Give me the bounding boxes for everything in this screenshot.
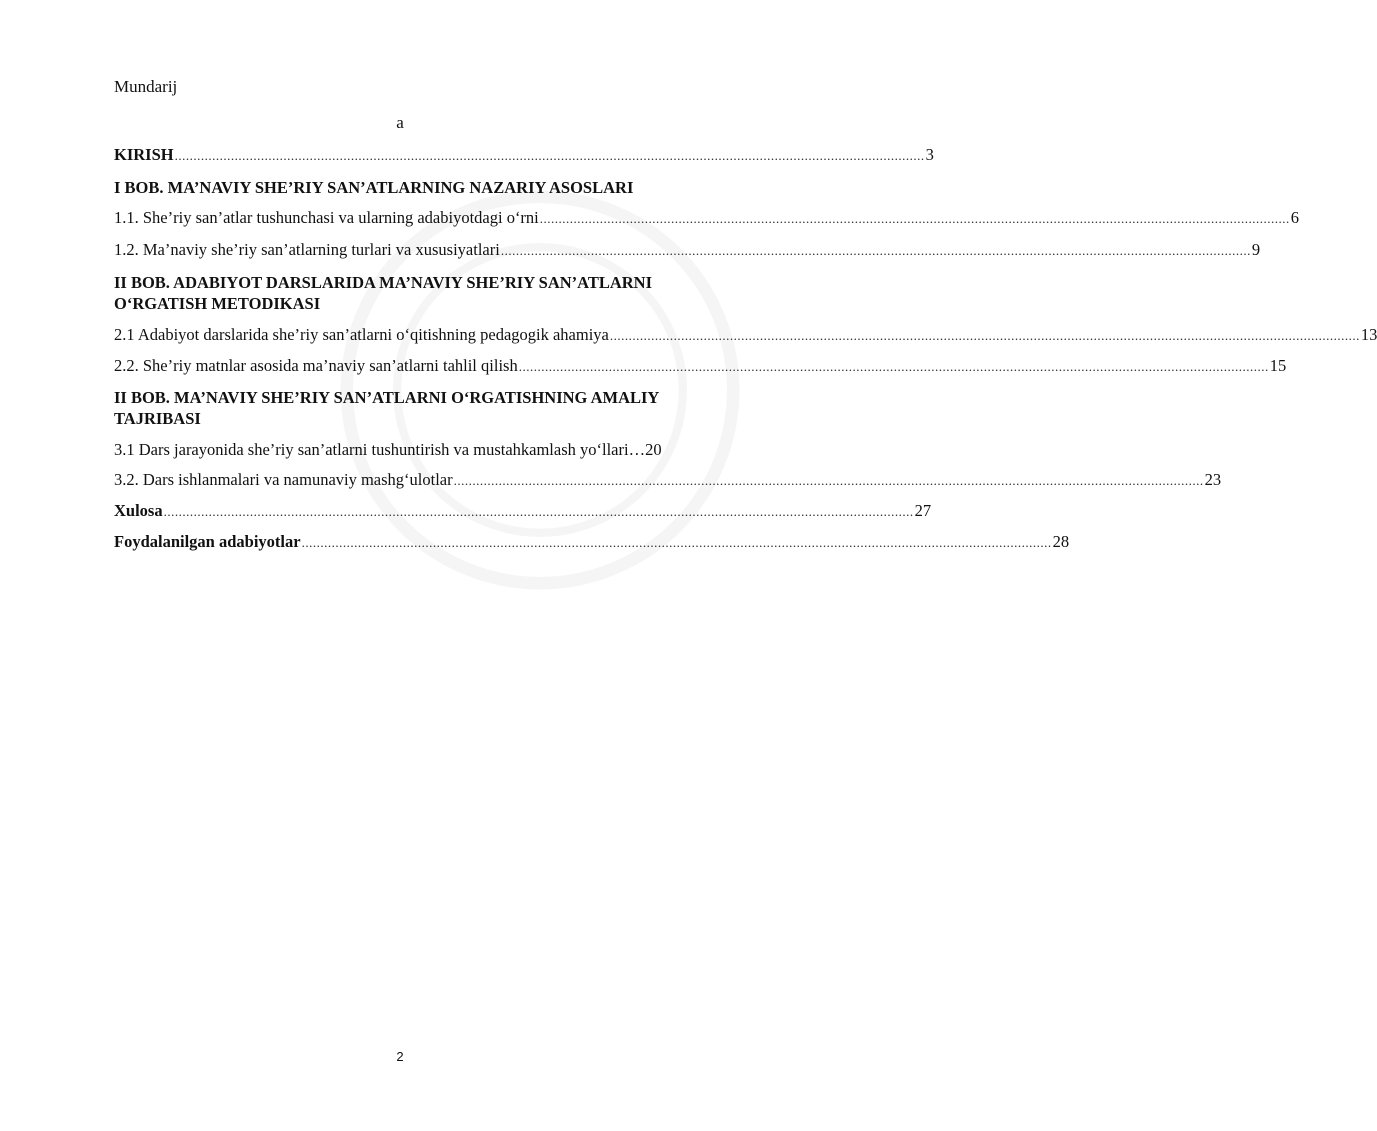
toc-leader-dots: ........................................................................................................................................................................................................ bbox=[500, 243, 1251, 258]
toc-entry-1-2[interactable] bbox=[114, 240, 1261, 261]
toc-entry-page: 15 bbox=[1269, 356, 1287, 375]
toc-entry-3-1[interactable] bbox=[114, 440, 742, 460]
toc-entry-2-1[interactable] bbox=[114, 325, 1377, 346]
toc-entry-label: 3.2. Dars ishlanmalari va namunaviy mashg‘ulotlar bbox=[114, 470, 453, 489]
toc-entry-3-2[interactable] bbox=[114, 470, 1222, 491]
toc-entry-xulosa[interactable] bbox=[114, 501, 932, 522]
toc-heading-part1: Mundarij bbox=[114, 77, 178, 96]
toc-entry-2-2[interactable] bbox=[114, 356, 1287, 377]
toc-entry-page: 9 bbox=[1251, 240, 1261, 259]
toc-chapter-3[interactable]: II BOB. MA’NAVIY SHE’RIY SAN’ATLARNI O‘RGATISHNING AMALIY TAJRIBASI bbox=[114, 388, 659, 428]
toc-entry-page: 20 bbox=[645, 440, 662, 459]
toc-entry-page: 6 bbox=[1290, 208, 1300, 227]
toc-chapter-1[interactable]: I BOB. MA’NAVIY SHE’RIY SAN’ATLARNING NAZARIY ASOSLARI bbox=[114, 178, 634, 197]
toc-entry-label: 1.1. She’riy san’atlar tushunchasi va ularning adabiyotdagi o‘rni bbox=[114, 208, 539, 227]
toc-entry-page: 27 bbox=[914, 501, 932, 520]
toc-leader-dots: ........................................................................................................................................................................................................ bbox=[301, 535, 1052, 550]
toc-entry-page: 28 bbox=[1052, 532, 1070, 551]
toc-entry-label: Xulosa bbox=[114, 501, 163, 520]
toc-leader-dots: ........................................................................................................................................................................................................ bbox=[539, 211, 1290, 226]
toc-leader-dots: ........................................................................................................................................................................................................ bbox=[453, 473, 1204, 488]
toc-leader-dots: ........................................................................................................................................................................................................ bbox=[609, 328, 1360, 343]
toc-entry-label: 2.1 Adabiyot darslarida she’riy san’atlarni o‘qitishning pedagogik ahamiya bbox=[114, 325, 609, 344]
toc-entry-page: 13 bbox=[1360, 325, 1377, 344]
toc-entry-adabiyotlar[interactable] bbox=[114, 532, 1070, 553]
toc-entry-page: 23 bbox=[1204, 470, 1222, 489]
toc-leader-dots: ........................................................................................................................................................................................................ bbox=[518, 359, 1269, 374]
toc-leader-dots: ........................................................................................................................................................................................................ bbox=[163, 504, 914, 519]
table-of-contents bbox=[114, 145, 1377, 553]
toc-leader-dots: ........................................................................................................................................................................................................ bbox=[174, 148, 925, 163]
page-number: 2 bbox=[396, 1049, 404, 1064]
toc-heading-part2: a bbox=[396, 113, 404, 132]
toc-entry-page: 3 bbox=[925, 145, 934, 164]
toc-entry-label: KIRISH bbox=[114, 145, 174, 164]
toc-chapter-2[interactable]: II BOB. ADABIYOT DARSLARIDA MA’NAVIY SHE’RIY SAN’ATLARNI O‘RGATISH METODIKASI bbox=[114, 273, 653, 313]
toc-entry-kirish[interactable] bbox=[114, 145, 934, 166]
toc-entry-label: 2.2. She’riy matnlar asosida ma’naviy san’atlarni tahlil qilish bbox=[114, 356, 518, 375]
toc-entry-label: Foydalanilgan adabiyotlar bbox=[114, 532, 301, 551]
toc-entry-label: 1.2. Ma’naviy she’riy san’atlarning turlari va xususiyatlari bbox=[114, 240, 500, 259]
toc-entry-label: 3.1 Dars jarayonida she’riy san’atlarni tushuntirish va mustahkamlash yo‘llari… bbox=[114, 440, 646, 459]
toc-entry-1-1[interactable] bbox=[114, 208, 1300, 229]
